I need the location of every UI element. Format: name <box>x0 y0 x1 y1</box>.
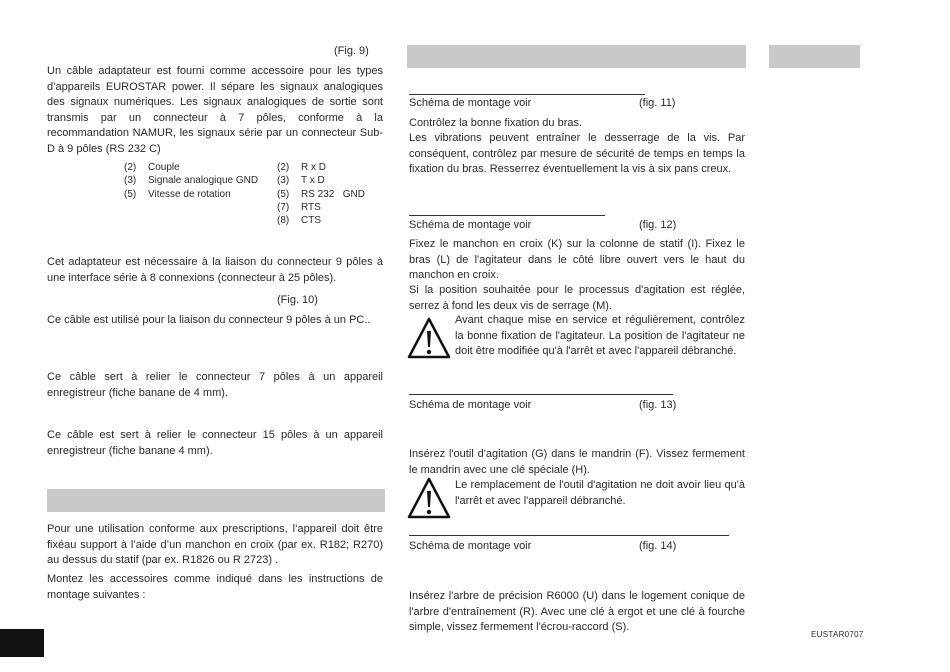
recorder-7pin-paragraph: Ce câble sert à relier le connecteur 7 pôles à un appareil enregistreur (fiche banane de 4 mm). <box>47 371 383 399</box>
position-paragraph: Si la position souhaitée pour le processus d'agitation est réglée, serrez à fond les deux vis de serrage (M). <box>409 284 745 312</box>
pin-row: (3) Signale analogique GND <box>124 175 259 187</box>
warning-icon <box>407 317 451 359</box>
usage-paragraph: Pour une utilisation conforme aux prescriptions, l’appareil doit être fixéau support à l’aide d’un manchon en croix (par ex. R182; R270) au dessus du statif (par ex. R1826 ou R 2723) . <box>47 523 383 566</box>
precision-shaft-paragraph: Insérez l'arbre de précision R6000 (U) dans le logement conique de l'arbre d'entraînement (R). Avec une clé à ergot et une clé à fourche simple, vissez fermement l'écrou-raccord (S). <box>409 590 745 633</box>
pin-list-left <box>124 161 258 201</box>
section-header-bar <box>769 45 860 68</box>
fig-12-label: (fig. 12) <box>639 219 677 231</box>
recorder-15pin-paragraph: Ce câble est sert à relier le connecteur 15 pôles à un appareil enregistreur (fiche banane 4 mm). <box>47 429 383 457</box>
pin-row: (2) Couple <box>124 162 180 173</box>
pin-row: (3) T x D <box>277 175 325 187</box>
pin-row: (7) RTS <box>277 201 321 213</box>
schema-label: Schéma de montage voir <box>409 97 532 109</box>
section-rule <box>409 215 605 216</box>
fig-9-label: (Fig. 9) <box>334 45 369 57</box>
stirring-tool-paragraph: Insérez l'outil d'agitation (G) dans le mandrin (F). Vissez fermement le mandrin avec une clé spéciale (H). <box>409 448 745 476</box>
intro-paragraph: Un câble adaptateur est fourni comme accessoire pour les types d’appareils EUROSTAR power. Il sépare les signaux analogiques des signaux numériques. Les signaux analogiques de sortie sont transmis par un connecteur à 7 pôles, conforme à la recommandation NAMUR, les signaux série par un connecteur Sub-D à 9 pôles (RS 232 C) <box>47 65 383 155</box>
section-header-bar <box>407 45 746 68</box>
fig-13-label: (fig. 13) <box>639 399 677 411</box>
pin-row: (5) RS 232 GND <box>277 188 365 200</box>
pin-row: (5) Vitesse de rotation <box>124 188 231 200</box>
section-rule <box>409 394 673 395</box>
fig-11-label: (fig. 11) <box>639 97 676 109</box>
schema-label: Schéma de montage voir <box>409 219 532 231</box>
warning-text-2: Le remplacement de l'outil d'agitation ne doit avoir lieu qu'à l'arrêt et avec l'appareil débranché. <box>455 479 745 507</box>
adapter-paragraph: Cet adaptateur est nécessaire à la liaison du connecteur 9 pôles à une interface série à 8 connexions (connecteur à 25 pôles). <box>47 256 383 284</box>
vibration-paragraph: Les vibrations peuvent entraîner le desserrage de la vis. Par conséquent, contrôlez par mesure de sécurité de temps en temps la fixation du bras. Resserrez éventuellement la vis à six pans creux. <box>409 132 745 175</box>
pin-list-right <box>277 161 365 227</box>
page-corner-block <box>0 629 44 657</box>
footer-code: EUSTAR0707 <box>811 630 864 639</box>
section-header-bar <box>47 489 385 512</box>
cross-clamp-paragraph: Fixez le manchon en croix (K) sur la colonne de statif (I). Fixez le bras (L) de l'agitateur dans le côté libre ouvert vers le haut du manchon en croix. <box>409 238 745 281</box>
schema-label: Schéma de montage voir <box>409 540 532 552</box>
section-rule <box>409 94 645 95</box>
section-rule <box>409 535 729 536</box>
fig-10-label: (Fig. 10) <box>277 294 318 306</box>
warning-icon <box>407 477 451 519</box>
arm-check-paragraph: Contrôlez la bonne fixation du bras. <box>409 117 583 129</box>
mounting-paragraph: Montez les accessoires comme indiqué dans les instructions de montage suivantes : <box>47 573 383 601</box>
warning-text-1: Avant chaque mise en service et régulièrement, contrôlez la bonne fixation de l'agitateur. La position de l'agitateur ne doit être modifiée qu'à l'arrêt et avec l'appareil débranché. <box>455 314 745 357</box>
pc-cable-paragraph: Ce câble est utilisé pour la liaison du connecteur 9 pôles à un PC.. <box>47 314 371 326</box>
fig-14-label: (fig. 14) <box>639 540 677 552</box>
schema-label: Schéma de montage voir <box>409 399 532 411</box>
pin-row: (2) R x D <box>277 162 326 173</box>
pin-row: (8) CTS <box>277 215 321 227</box>
